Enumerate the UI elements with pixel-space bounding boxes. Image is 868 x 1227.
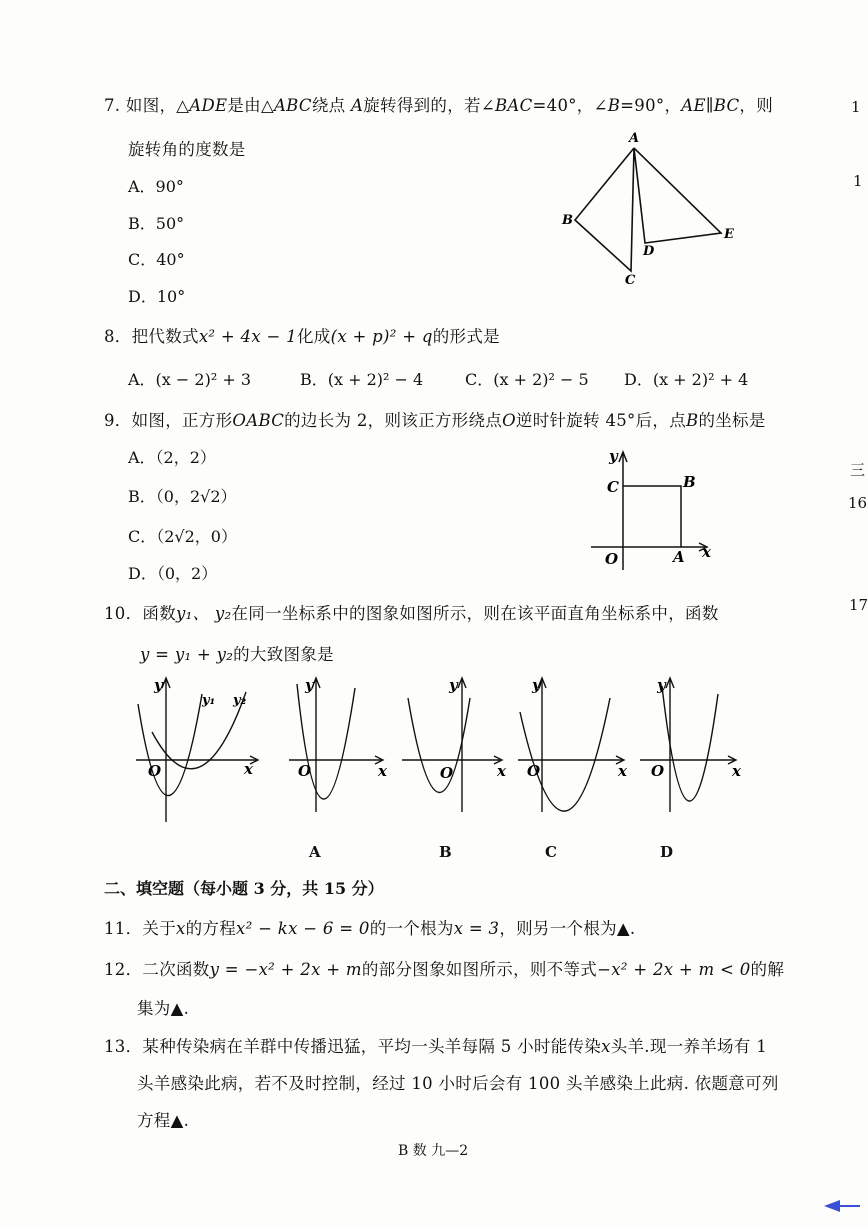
margin-mark: 三 [850,461,866,479]
q7-stem: 7. 如图，△ADE是由△ABC绕点 A旋转得到的，若∠BAC=40°，∠B=90°，AE∥BC，则 [104,96,773,115]
q7-label-d: D [643,244,655,259]
q10-option-c-graph[interactable] [514,672,634,832]
q7-stem-line2: 旋转角的度数是 [128,140,246,159]
q9-option-a: A．（2，2） [128,448,216,467]
svg-text:O: O [651,762,665,780]
svg-text:x: x [497,762,506,780]
svg-text:y: y [532,676,541,694]
svg-text:y: y [449,676,458,694]
q10-label-b: B [439,843,452,861]
svg-text:x: x [732,762,741,780]
svg-text:O: O [298,762,312,780]
q11-stem: 11．关于x的方程x² − kx − 6 = 0的一个根为x = 3，则另一个根为▲. [104,919,636,938]
page-footer: B 数 九—2 [398,1143,469,1159]
q9-label-b: B [683,473,696,491]
q9-option-c: C．（2√2，0） [128,527,237,546]
svg-text:x: x [378,762,387,780]
corner-arrow-icon [822,1196,862,1216]
q8-option-b: B．(x + 2)² − 4 [300,370,424,389]
q10-stem-line2: y = y₁ + y₂的大致图象是 [140,645,334,664]
svg-text:y₂: y₂ [233,693,247,708]
svg-text:y₁: y₁ [202,693,216,708]
q7-label-b: B [562,213,573,228]
q13-stem: 13．某种传染病在羊群中传播迅猛，平均一头羊每隔 5 小时能传染x头羊.现一养羊场有 1 [104,1037,767,1056]
q8-option-d: D．(x + 2)² + 4 [624,370,749,389]
q13-stem-line2: 头羊感染此病，若不及时控制，经过 10 小时后会有 100 头羊感染上此病. 依题意可列 [137,1074,779,1093]
q10-given-graph [130,672,265,832]
margin-mark: 1 [853,172,863,190]
q7-option-b: B．50° [128,214,185,233]
svg-text:x: x [618,762,627,780]
svg-text:x: x [244,760,253,778]
q7-option-c: C．40° [128,250,185,269]
margin-mark: 1 [851,98,861,116]
margin-mark: 16 [848,494,868,512]
svg-text:O: O [527,762,541,780]
svg-text:y: y [305,676,314,694]
q9-label-c: C [607,478,619,496]
q9-option-d: D．（0，2） [128,564,218,583]
q8-option-c: C．(x + 2)² − 5 [465,370,589,389]
q13-stem-line3: 方程▲. [137,1111,190,1130]
svg-text:y: y [154,676,163,694]
q7-option-d: D．10° [128,287,186,306]
q9-label-a: A [673,548,685,566]
q10-option-a-graph[interactable] [285,672,393,832]
q10-option-b-graph[interactable] [398,672,513,832]
q8-stem: 8．把代数式x² + 4x − 1化成(x + p)² + q的形式是 [104,327,500,346]
q7-rotation-figure [555,128,745,288]
q10-stem: 10．函数y₁、 y₂在同一坐标系中的图象如图所示，则在该平面直角坐标系中，函数 [104,604,719,623]
q7-label-a: A [629,131,640,146]
q8-option-a: A．(x − 2)² + 3 [128,370,251,389]
q9-label-y: y [609,448,618,465]
svg-text:O: O [440,764,454,782]
q7-label-c: C [625,273,636,288]
margin-mark: 17 [849,596,868,614]
q12-stem: 12．二次函数y = −x² + 2x + m的部分图象如图所示，则不等式−x² + 2x + m < 0的解 [104,960,785,979]
svg-text:y: y [657,676,666,694]
q12-stem-line2: 集为▲. [137,999,190,1018]
q10-label-d: D [660,843,674,861]
q9-stem: 9．如图，正方形OABC的边长为 2，则该正方形绕点O逆时针旋转 45°后，点B的坐标是 [104,411,766,430]
q7-option-a: A．90° [128,177,184,196]
q10-label-c: C [545,843,557,861]
q9-option-b: B．（0，2√2） [128,487,237,506]
q9-label-o: O [605,550,619,568]
q7-label-e: E [724,227,734,242]
section-2-title: 二、填空题（每小题 3 分，共 15 分） [104,879,384,898]
q10-label-a: A [309,843,321,861]
q9-label-x: x [702,543,711,561]
q10-option-d-graph[interactable] [636,672,748,832]
svg-text:O: O [148,762,162,780]
q9-square-figure [585,448,725,578]
